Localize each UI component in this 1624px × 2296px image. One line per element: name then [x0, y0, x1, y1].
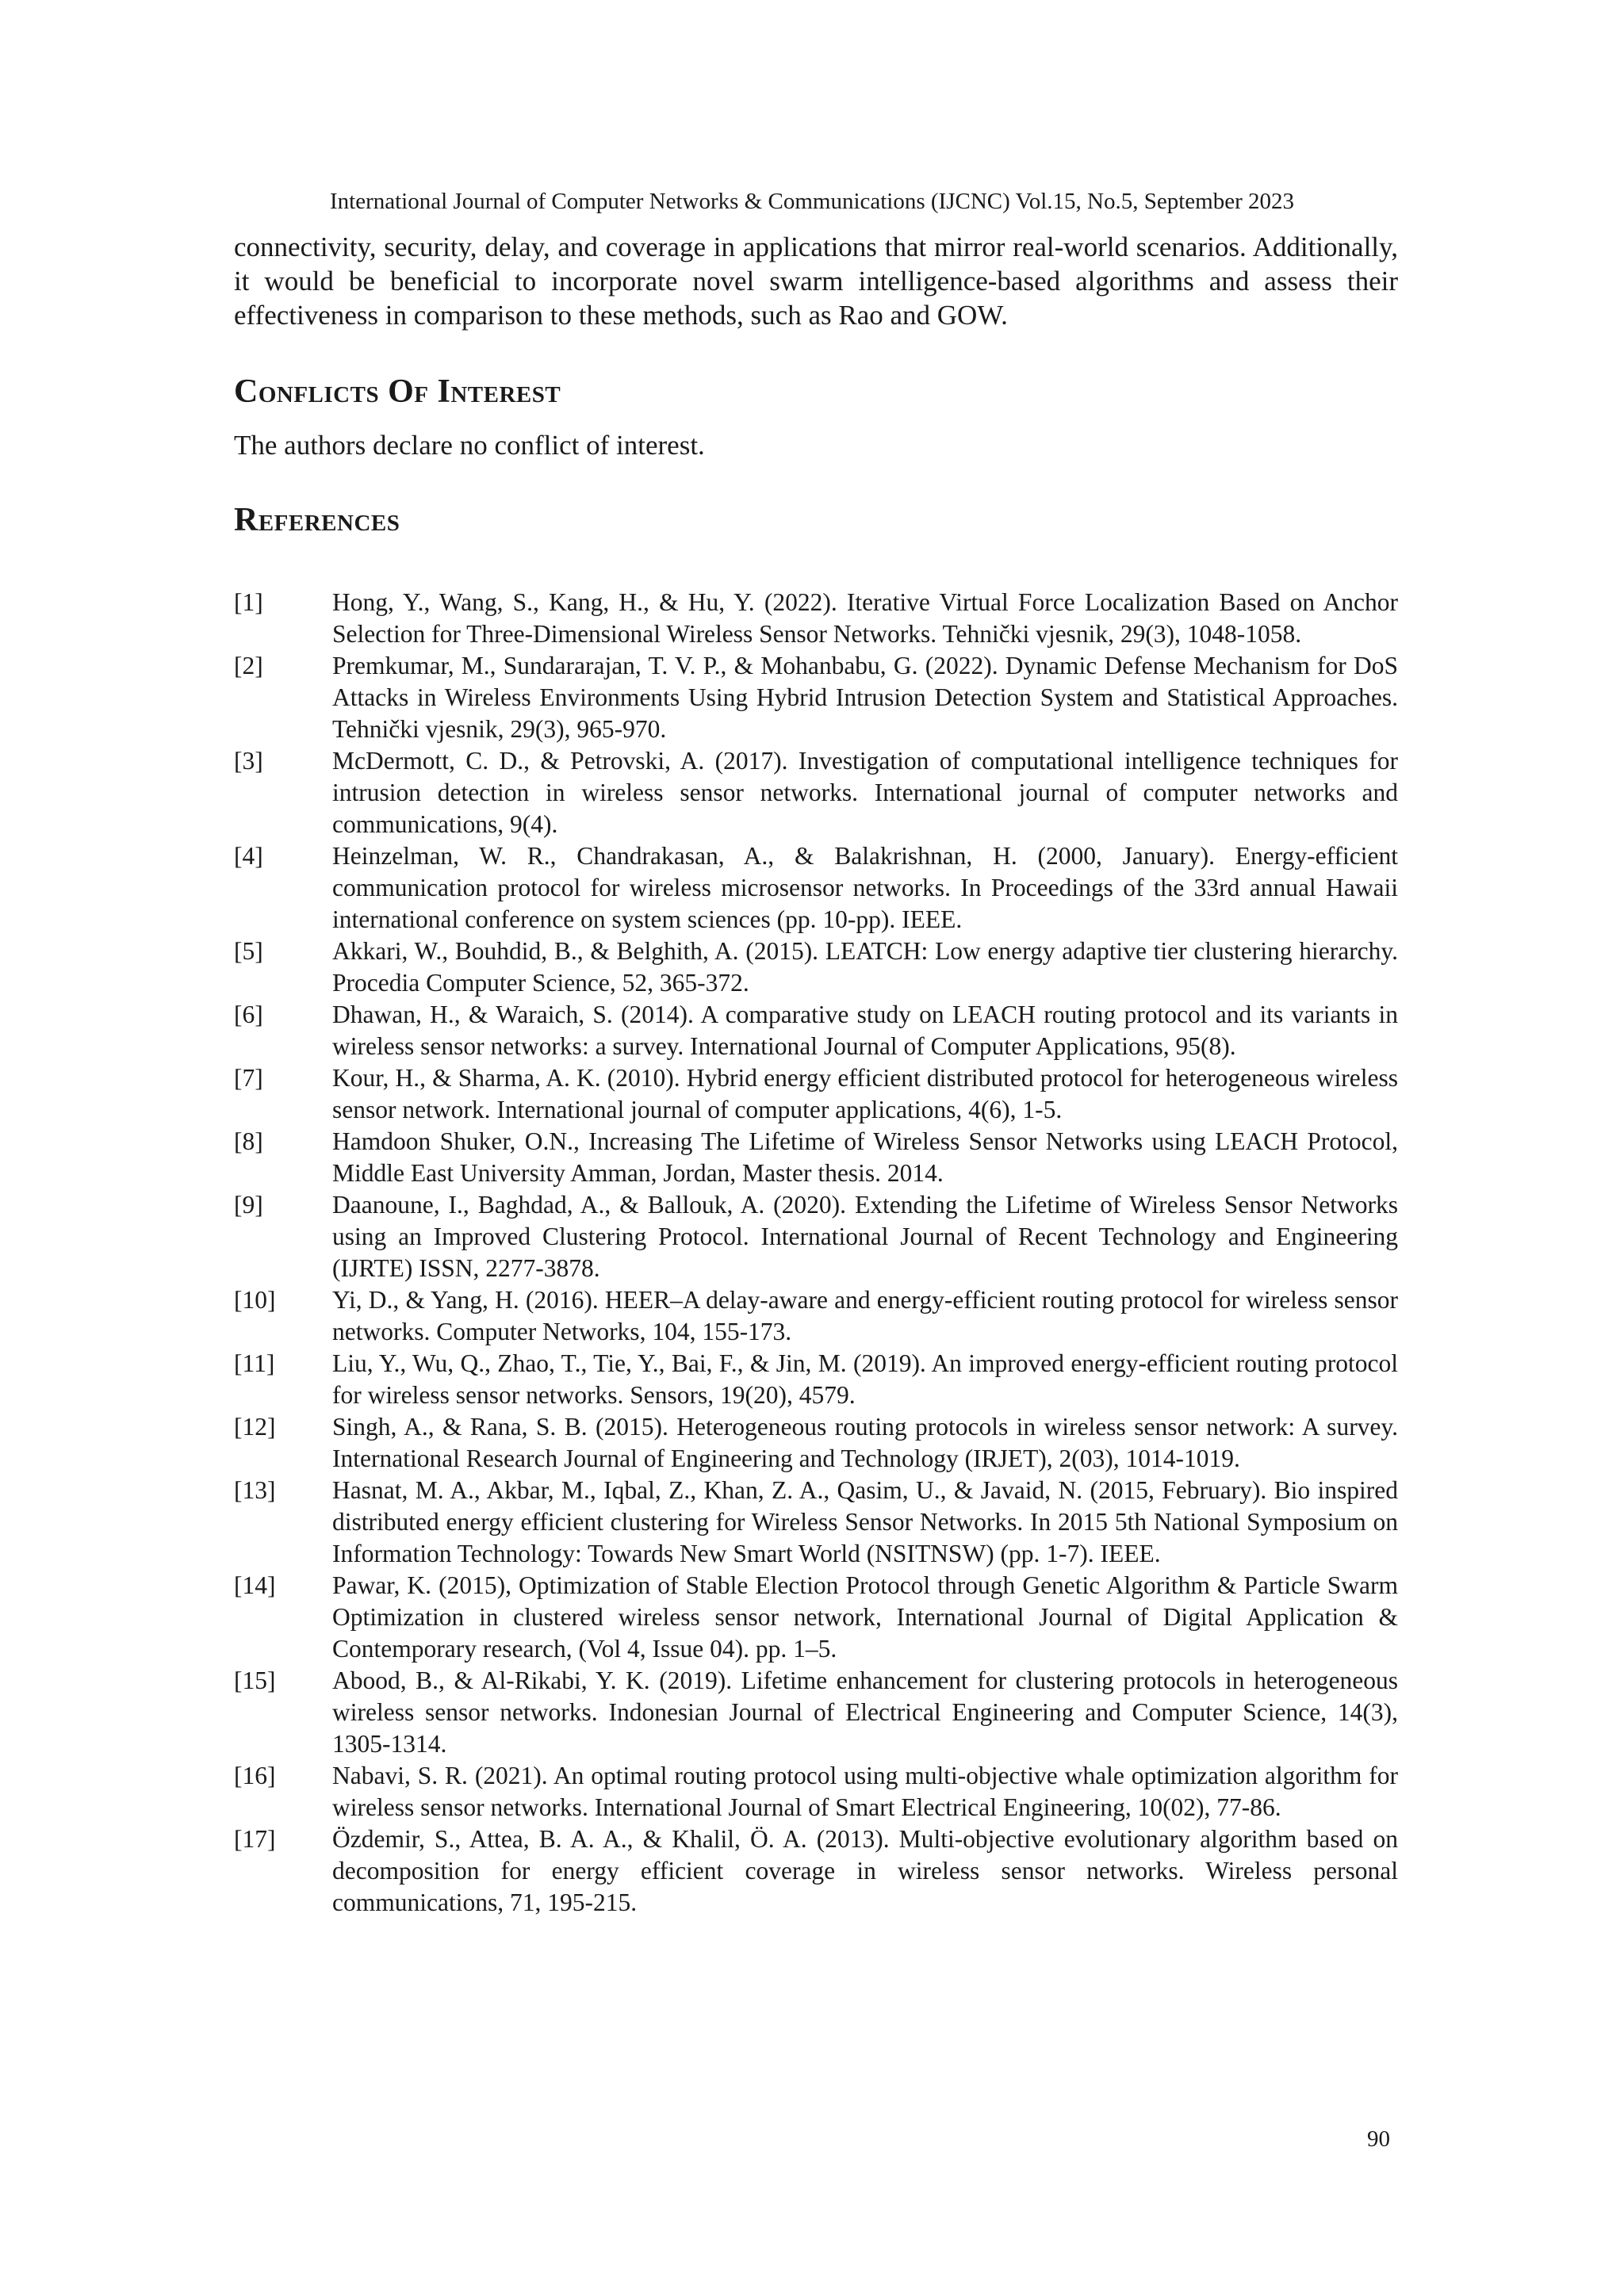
- reference-text: Pawar, K. (2015), Optimization of Stable Election Protocol through Genetic Algorithm & Particle Swarm Optimization in clustered wireless sensor network, International Journal of Digital Application & Contemporary research, (Vol 4, Issue 04). pp. 1–5.: [332, 1571, 1398, 1663]
- reference-text: McDermott, C. D., & Petrovski, A. (2017). Investigation of computational intelligence techniques for intrusion detection in wireless sensor networks. International journal of computer networks and communications, 9(4).: [332, 747, 1398, 838]
- reference-text: Heinzelman, W. R., Chandrakasan, A., & Balakrishnan, H. (2000, January). Energy-efficient communication protocol for wireless microsensor networks. In Proceedings of the 33rd annual Hawaii international conference on system sciences (pp. 10-pp). IEEE.: [332, 842, 1398, 933]
- conflicts-of-interest-text: The authors declare no conflict of interest.: [234, 430, 705, 461]
- reference-item: [234, 1284, 1398, 1348]
- reference-number: [16]: [234, 1762, 276, 1789]
- reference-number: [6]: [234, 1001, 263, 1028]
- reference-text: Akkari, W., Bouhdid, B., & Belghith, A. (2015). LEATCH: Low energy adaptive tier clustering hierarchy. Procedia Computer Science, 52, 365-372.: [332, 937, 1398, 997]
- reference-item: [234, 1665, 1398, 1760]
- running-header: International Journal of Computer Networks & Communications (IJCNC) Vol.15, No.5, September 2023: [330, 189, 1294, 214]
- reference-number: [4]: [234, 842, 263, 870]
- reference-item: [234, 1823, 1398, 1919]
- reference-number: [10]: [234, 1286, 276, 1314]
- reference-number: [14]: [234, 1571, 276, 1599]
- reference-text: Liu, Y., Wu, Q., Zhao, T., Tie, Y., Bai, F., & Jin, M. (2019). An improved energy-efficient routing protocol for wireless sensor networks. Sensors, 19(20), 4579.: [332, 1349, 1398, 1409]
- reference-number: [12]: [234, 1413, 276, 1441]
- references-heading: References: [234, 502, 400, 538]
- reference-item: [234, 1126, 1398, 1189]
- reference-text: Dhawan, H., & Waraich, S. (2014). A comparative study on LEACH routing protocol and its variants in wireless sensor networks: a survey. International Journal of Computer Applications, 95(8).: [332, 1001, 1398, 1060]
- reference-item: [234, 840, 1398, 936]
- reference-list: [234, 587, 1398, 1919]
- reference-text: Hamdoon Shuker, O.N., Increasing The Lifetime of Wireless Sensor Networks using LEACH Protocol, Middle East University Amman, Jordan, Master thesis. 2014.: [332, 1127, 1398, 1187]
- reference-number: [13]: [234, 1476, 276, 1504]
- reference-number: [3]: [234, 747, 263, 775]
- reference-text: Özdemir, S., Attea, B. A. A., & Khalil, Ö. A. (2013). Multi-objective evolutionary algorithm based on decomposition for energy efficient coverage in wireless sensor networks. Wireless personal communications, 71, 195-215.: [332, 1825, 1398, 1916]
- reference-item: [234, 936, 1398, 999]
- reference-text: Premkumar, M., Sundararajan, T. V. P., & Mohanbabu, G. (2022). Dynamic Defense Mechanism for DoS Attacks in Wireless Environments Using Hybrid Intrusion Detection System and Statistical Approaches. Tehnički vjesnik, 29(3), 965-970.: [332, 652, 1398, 743]
- reference-number: [1]: [234, 588, 263, 616]
- reference-text: Singh, A., & Rana, S. B. (2015). Heterogeneous routing protocols in wireless sensor network: A survey. International Research Journal of Engineering and Technology (IRJET), 2(03), 1014-1019.: [332, 1413, 1398, 1472]
- reference-item: [234, 587, 1398, 650]
- reference-item: [234, 1348, 1398, 1411]
- reference-number: [8]: [234, 1127, 263, 1155]
- page-number: 90: [1367, 2126, 1390, 2152]
- reference-item: [234, 1760, 1398, 1823]
- reference-text: Hong, Y., Wang, S., Kang, H., & Hu, Y. (2022). Iterative Virtual Force Localization Based on Anchor Selection for Three-Dimensional Wireless Sensor Networks. Tehnički vjesnik, 29(3), 1048-1058.: [332, 588, 1398, 648]
- reference-item: [234, 1189, 1398, 1284]
- reference-item: [234, 745, 1398, 840]
- conflicts-of-interest-heading: Conflicts Of Interest: [234, 373, 561, 410]
- reference-number: [9]: [234, 1191, 263, 1219]
- reference-number: [7]: [234, 1064, 263, 1092]
- reference-item: [234, 999, 1398, 1062]
- reference-text: Kour, H., & Sharma, A. K. (2010). Hybrid energy efficient distributed protocol for heterogeneous wireless sensor network. International journal of computer applications, 4(6), 1-5.: [332, 1064, 1398, 1123]
- reference-text: Yi, D., & Yang, H. (2016). HEER–A delay-aware and energy-efficient routing protocol for wireless sensor networks. Computer Networks, 104, 155-173.: [332, 1286, 1398, 1345]
- reference-text: Daanoune, I., Baghdad, A., & Ballouk, A. (2020). Extending the Lifetime of Wireless Sensor Networks using an Improved Clustering Protocol. International Journal of Recent Technology and Engineering (IJRTE) ISSN, 2277-3878.: [332, 1191, 1398, 1282]
- reference-number: [17]: [234, 1825, 276, 1853]
- reference-text: Abood, B., & Al-Rikabi, Y. K. (2019). Lifetime enhancement for clustering protocols in heterogeneous wireless sensor networks. Indonesian Journal of Electrical Engineering and Computer Science, 14(3), 1305-1314.: [332, 1667, 1398, 1758]
- reference-item: [234, 650, 1398, 745]
- intro-continuation-paragraph: connectivity, security, delay, and coverage in applications that mirror real-world scenarios. Additionally, it would be beneficial to incorporate novel swarm intelligence-based algorithms and assess their effectiveness in comparison to these methods, such as Rao and GOW.: [234, 232, 1398, 331]
- reference-number: [11]: [234, 1349, 275, 1377]
- reference-item: [234, 1062, 1398, 1126]
- reference-text: Hasnat, M. A., Akbar, M., Iqbal, Z., Khan, Z. A., Qasim, U., & Javaid, N. (2015, February). Bio inspired distributed energy efficient clustering for Wireless Sensor Networks. In 2015 5th National Symposium on Information Technology: Towards New Smart World (NSITNSW) (pp. 1-7). IEEE.: [332, 1476, 1398, 1567]
- reference-item: [234, 1570, 1398, 1665]
- reference-number: [2]: [234, 652, 263, 679]
- reference-number: [15]: [234, 1667, 276, 1694]
- reference-text: Nabavi, S. R. (2021). An optimal routing protocol using multi-objective whale optimization algorithm for wireless sensor networks. International Journal of Smart Electrical Engineering, 10(02), 77-86.: [332, 1762, 1398, 1821]
- reference-number: [5]: [234, 937, 263, 965]
- reference-item: [234, 1475, 1398, 1570]
- reference-item: [234, 1411, 1398, 1475]
